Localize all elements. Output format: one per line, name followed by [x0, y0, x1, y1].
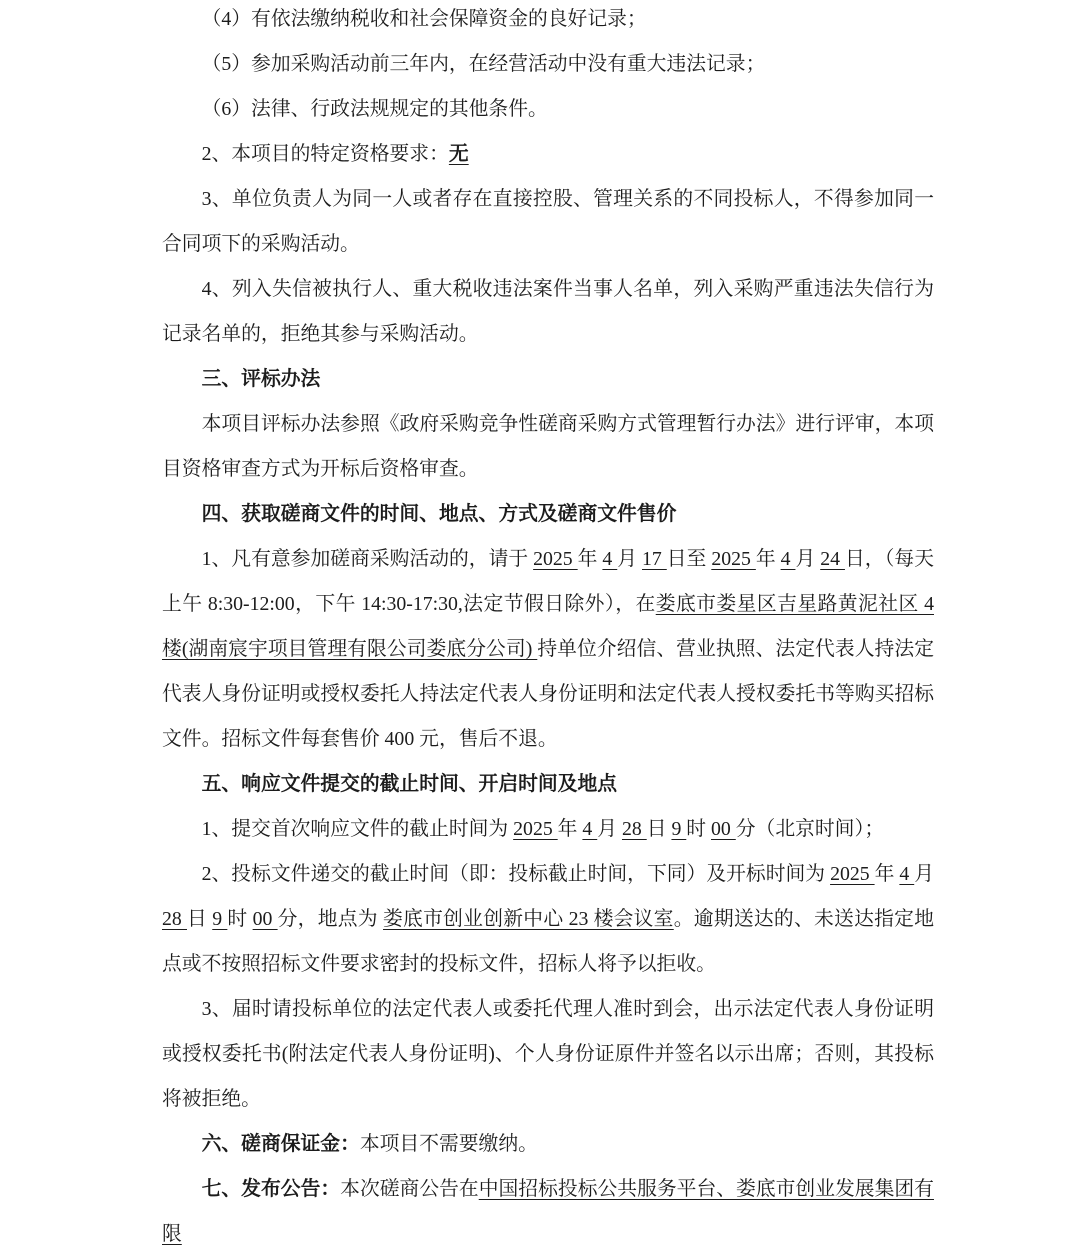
text-run: 4、列入失信被执行人、重大税收违法案件当事人名单，列入采购严重违法失信行为记录名单的，拒绝其参与采购活动。: [162, 278, 934, 345]
text-run: 本项目不需要缴纳。: [359, 1133, 538, 1155]
text-run: 七、发布公告：: [201, 1178, 341, 1200]
paragraph: [162, 177, 934, 267]
text-run: 娄底市创业创新中心 23 楼会议室: [383, 908, 674, 930]
text-run: 月: [795, 548, 821, 570]
paragraph: [162, 1122, 934, 1167]
text-run: 17: [642, 548, 667, 570]
text-run: （6）法律、行政法规规定的其他条件。: [201, 98, 548, 120]
text-run: 娄底市娄星区吉星路黄泥社区 4 楼(湖南宸宇项目管理有限公司娄底分公司): [162, 593, 934, 660]
text-run: （5）参加采购活动前三年内，在经营活动中没有重大违法记录；: [201, 53, 766, 75]
text-run: 00: [711, 818, 736, 840]
text-run: 分，地点为: [277, 908, 384, 930]
text-run: 2025: [830, 863, 875, 885]
text-run: 4: [602, 548, 618, 570]
text-run: 28: [162, 908, 187, 930]
text-run: （4）有依法缴纳税收和社会保障资金的良好记录；: [201, 8, 647, 30]
text-run: 。逾期送达的、未送达指定地点或不按照招标文件要求密封的投标文件，招标人将予以拒收。: [162, 908, 934, 975]
text-run: 9: [212, 908, 228, 930]
text-run: 2025: [711, 548, 756, 570]
paragraph: [162, 1167, 934, 1257]
text-run: 2025: [533, 548, 578, 570]
text-run: 4: [582, 818, 598, 840]
text-run: 持单位介绍信、营业执照、法定代表人持法定代表人身份证明或授权委托人持法定代表人身份证明和法定代表人授权委托书等购买招标文件。招标文件每套售价 400 元，售后不退。: [162, 638, 934, 750]
text-run: 时: [686, 818, 712, 840]
text-run: 00: [252, 908, 278, 930]
text-run: 1、凡有意参加磋商采购活动的，请于: [201, 548, 534, 570]
paragraph: [162, 807, 934, 852]
text-run: 2、本项目的特定资格要求：: [201, 143, 449, 165]
paragraph: [162, 852, 934, 987]
text-run: 日: [646, 818, 672, 840]
text-run: 9: [671, 818, 687, 840]
text-run: 4: [899, 863, 915, 885]
paragraph: [162, 267, 934, 357]
text-run: 月: [914, 863, 935, 885]
text-run: 年: [557, 818, 583, 840]
text-run: 3、单位负责人为同一人或者存在直接控股、管理关系的不同投标人，不得参加同一合同项下的采购活动。: [162, 188, 934, 255]
text-run: 六、磋商保证金：: [201, 1133, 360, 1155]
paragraph: [162, 132, 934, 177]
text-run: 中国招标投标公共服务平台、娄底市创业发展集团有限: [162, 1178, 934, 1245]
text-run: 无: [448, 143, 469, 165]
text-run: 本次磋商公告在: [340, 1178, 479, 1200]
paragraph: [162, 42, 934, 87]
text-run: 4: [780, 548, 796, 570]
text-run: 五、响应文件提交的截止时间、开启时间及地点: [201, 773, 618, 795]
text-run: 日至: [666, 548, 712, 570]
text-run: 2、投标文件递交的截止时间（即：投标截止时间，下同）及开标时间为: [201, 863, 831, 885]
text-run: 28: [621, 818, 647, 840]
document-body: [162, 0, 934, 1257]
section-heading: [162, 357, 934, 402]
section-heading: [162, 492, 934, 537]
text-run: 时: [227, 908, 253, 930]
text-run: 月: [617, 548, 643, 570]
text-run: 年: [755, 548, 781, 570]
paragraph: [162, 537, 934, 762]
paragraph: [162, 0, 934, 42]
paragraph: [162, 87, 934, 132]
text-run: 24: [820, 548, 845, 570]
text-run: 本项目评标办法参照《政府采购竞争性磋商采购方式管理暂行办法》进行评审，本项目资格审查方式为开标后资格审查。: [162, 413, 934, 480]
text-run: 日: [187, 908, 213, 930]
section-heading: [162, 762, 934, 807]
text-run: 3、届时请投标单位的法定代表人或委托代理人准时到会，出示法定代表人身份证明或授权委托书(附法定代表人身份证明)、个人身份证原件并签名以示出席；否则，其投标将被拒绝。: [162, 998, 934, 1110]
text-run: 年: [874, 863, 900, 885]
text-run: 分（北京时间）；: [735, 818, 885, 840]
text-run: 2025: [513, 818, 558, 840]
text-run: 日，（每天上午 8:30-12:00，下午 14:30-17:30,法定节假日除外），在: [162, 548, 935, 615]
text-run: 年: [577, 548, 603, 570]
paragraph: [162, 402, 934, 492]
paragraph: [162, 987, 934, 1122]
text-run: 四、获取磋商文件的时间、地点、方式及磋商文件售价: [201, 503, 677, 525]
text-run: 月: [597, 818, 622, 840]
text-run: 三、评标办法: [201, 368, 321, 390]
text-run: 1、提交首次响应文件的截止时间为: [201, 818, 514, 840]
